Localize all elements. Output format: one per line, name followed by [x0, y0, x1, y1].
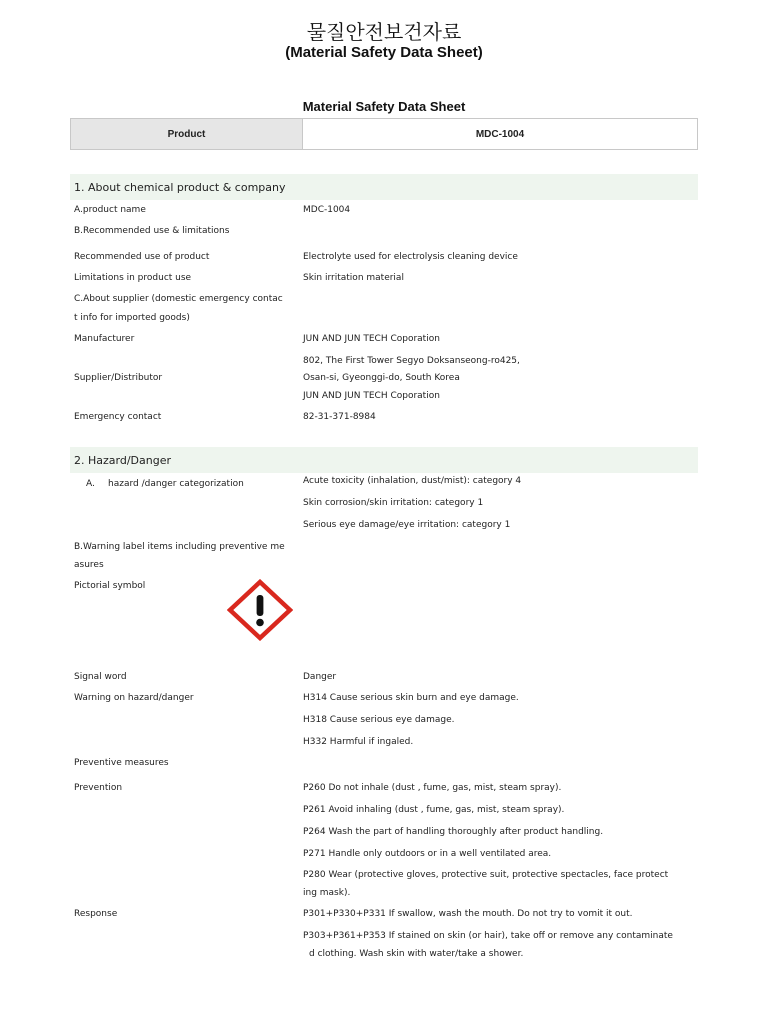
warning-items-label-line2: asures [74, 560, 104, 570]
hazard-statement: H332 Harmful if ingaled. [303, 737, 414, 747]
exclamation-mark-hazard-icon [227, 579, 293, 641]
category-item: Skin corrosion/skin irritation: category 1 [303, 498, 484, 508]
prevention-statement: P271 Handle only outdoors or in a well ventilated area. [303, 849, 552, 859]
emergency-contact-value: 82-31-371-8984 [303, 412, 376, 422]
supplier-address-line2: Osan-si, Gyeonggi-do, South Korea [303, 373, 460, 383]
prevention-label: Prevention [74, 783, 123, 793]
warning-hazard-label: Warning on hazard/danger [74, 693, 194, 703]
product-table [70, 118, 698, 150]
hazard-statement: H318 Cause serious eye damage. [303, 715, 455, 725]
preventive-measures-label: Preventive measures [74, 758, 169, 768]
pictorial-symbol-label: Pictorial symbol [74, 581, 146, 591]
supplier-name: JUN AND JUN TECH Coporation [303, 391, 440, 401]
sheet-title: Material Safety Data Sheet [302, 99, 466, 114]
prevention-statement: P260 Do not inhale (dust , fume, gas, mist, steam spray). [303, 783, 562, 793]
signal-word-value: Danger [303, 672, 337, 682]
response-statement: P303+P361+P353 If stained on skin (or hair), take off or remove any contaminate [303, 931, 673, 941]
category-item: Acute toxicity (inhalation, dust/mist): category 4 [303, 476, 522, 486]
response-statement: d clothing. Wash skin with water/take a shower. [309, 949, 524, 959]
response-statement: P301+P330+P331 If swallow, wash the mouth. Do not try to vomit it out. [303, 909, 633, 919]
response-label: Response [74, 909, 118, 919]
supplier-address-line1: 802, The First Tower Segyo Doksanseong-ro425, [303, 356, 520, 366]
prevention-statement: ing mask). [303, 888, 351, 898]
signal-word-label: Signal word [74, 672, 127, 682]
product-name-label: A.product name [74, 205, 146, 215]
supplier-label: Supplier/Distributor [74, 373, 163, 383]
categorization-label: hazard /danger categorization [108, 479, 244, 489]
prevention-statement: P261 Avoid inhaling (dust , fume, gas, mist, steam spray). [303, 805, 565, 815]
recommended-use-label: Recommended use of product [74, 252, 210, 262]
supplier-info-label-line2: t info for imported goods) [74, 313, 190, 323]
limitations-value: Skin irritation material [303, 273, 404, 283]
product-name-value: MDC-1004 [303, 205, 351, 215]
categorization-marker: A. [86, 479, 95, 489]
product-label-cell: Product [71, 119, 303, 149]
warning-items-label-line1: B.Warning label items including preventive me [74, 542, 285, 552]
section-2-header: 2. Hazard/Danger [70, 447, 698, 473]
supplier-info-label-line1: C.About supplier (domestic emergency contac [74, 294, 283, 304]
document-title-english: (Material Safety Data Sheet) [285, 44, 483, 61]
recommended-use-value: Electrolyte used for electrolysis cleaning device [303, 252, 518, 262]
manufacturer-label: Manufacturer [74, 334, 135, 344]
limitations-label: Limitations in product use [74, 273, 192, 283]
manufacturer-value: JUN AND JUN TECH Coporation [303, 334, 440, 344]
recommended-limitations-label: B.Recommended use & limitations [74, 226, 230, 236]
product-value-cell: MDC-1004 [475, 128, 525, 140]
section-1-header: 1. About chemical product & company [70, 174, 698, 200]
prevention-statement: P280 Wear (protective gloves, protective suit, protective spectacles, face protect [303, 870, 669, 880]
prevention-statement: P264 Wash the part of handling thoroughly after product handling. [303, 827, 604, 837]
document-title-korean: 물질안전보건자료 [306, 20, 462, 44]
category-item: Serious eye damage/eye irritation: category 1 [303, 520, 511, 530]
emergency-contact-label: Emergency contact [74, 412, 162, 422]
hazard-statement: H314 Cause serious skin burn and eye damage. [303, 693, 519, 703]
